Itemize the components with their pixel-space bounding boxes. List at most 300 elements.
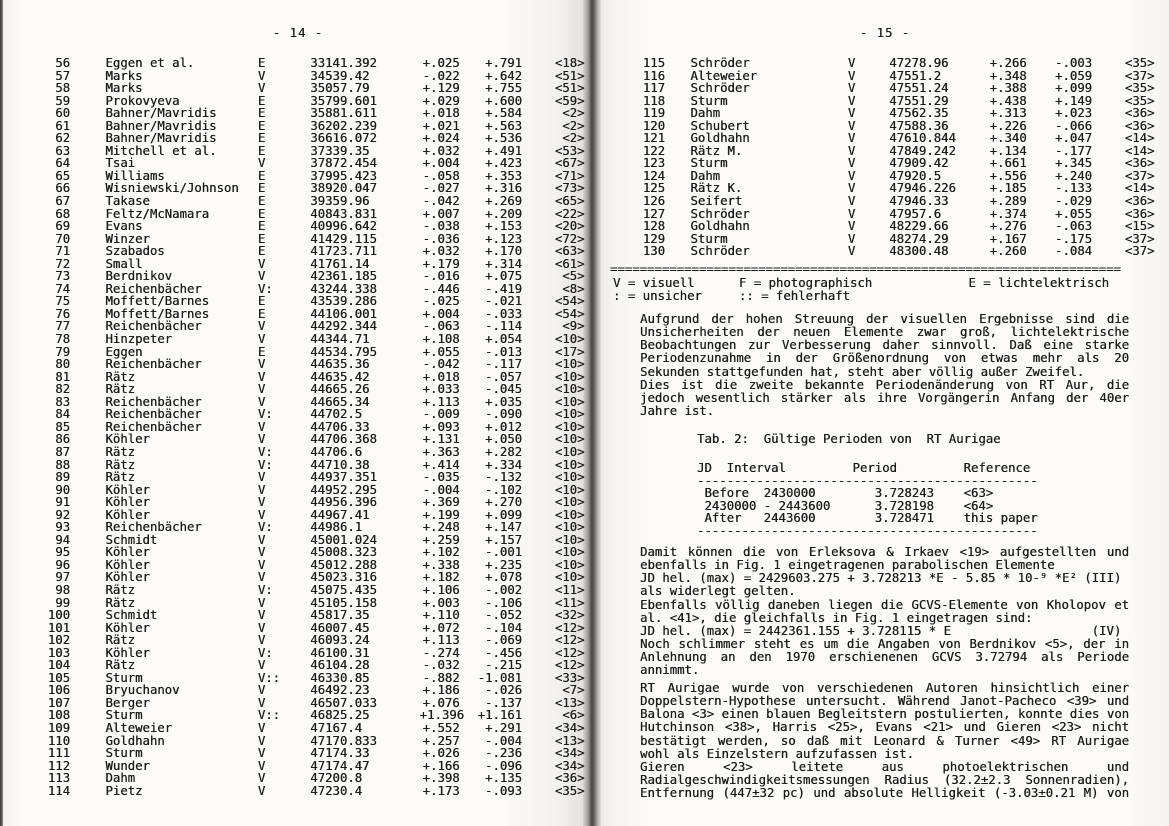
row-number: 111 [47,746,70,761]
row-oc-value-1: +.259 [422,532,460,547]
table-end-separator: ===================================================================== [610,262,1121,276]
row-oc-value-2: +.157 [485,532,523,547]
row-method-flag: V [257,319,266,334]
row-observer: Eggen [105,344,143,359]
table-row [8,408,584,421]
row-observer: Köhler [105,507,150,522]
row-jd: 37995.423 [310,168,377,183]
row-observer: Bahner/Mavridis [105,106,217,121]
row-method-flag: V:: [257,670,281,685]
row-method-flag: V [257,620,266,635]
row-number: 62 [55,131,70,146]
row-observer: Köhler [105,645,150,660]
row-oc-value-1: +.186 [422,683,460,698]
row-oc-value-2: -.104 [485,620,523,635]
paragraph-line: Ebenfalls völlig daneben liegen die GCVS-Elemente von Kholopov et [640,597,1129,612]
row-oc-value-2: +.235 [485,557,523,572]
row-observer: Köhler [105,570,150,585]
row-jd: 44106.001 [310,306,377,321]
row-number: 72 [55,256,70,271]
row-number: 58 [55,81,70,96]
row-number: 80 [55,357,70,372]
row-reference: <53> [554,143,585,158]
table-row [602,220,1154,233]
table-row [8,659,584,672]
row-reference: <10> [554,369,585,384]
paragraph-line: bestätigt werden, so daß mit Leonard & Turner <49> RT Aurigae [640,733,1129,748]
row-jd: 36616.072 [310,131,377,146]
row-number: 69 [55,219,70,234]
row-oc-value-1: +.248 [422,520,460,535]
row-method-flag: V [847,244,856,259]
row-reference: <12> [554,658,585,673]
row-observer: Reichenbächer [105,357,202,372]
row-number: 63 [55,143,70,158]
row-reference: <36> [1124,194,1155,209]
row-number: 127 [642,206,665,221]
scan-left-edge [0,0,3,826]
row-method-flag: V [847,131,856,146]
row-oc-value-1: -.042 [422,194,460,209]
row-number: 107 [47,695,70,710]
row-method-flag: E [257,131,266,146]
page-15-number: - 15 - [859,26,911,40]
table-row [8,446,584,459]
row-number: 68 [55,206,70,221]
paragraph-line: ebenfalls in Fig. 1 eingetragenen parabolischen Elemente [640,558,1055,573]
row-oc-value-2: -.003 [1055,56,1093,70]
row-observer: Rätz [105,470,136,485]
row-oc-value-1: +.338 [422,557,460,572]
row-number: 112 [47,758,70,773]
row-oc-value-1: -.009 [422,407,460,422]
row-oc-value-2: -.066 [1055,118,1093,133]
row-reference: <10> [554,432,585,447]
row-observer: Köhler [105,557,150,572]
row-number: 64 [55,156,70,171]
row-oc-value-2: +.023 [1055,106,1093,121]
row-oc-value-2: +.054 [485,332,523,347]
row-method-flag: V [257,733,266,748]
observations-table-page15 [602,57,1154,258]
row-reference: <54> [554,306,585,321]
table-row [8,383,584,396]
row-oc-value-1: +.072 [422,620,460,635]
row-reference: <34> [554,758,585,773]
row-method-flag: V [257,695,266,710]
row-oc-value-2: +.563 [485,118,523,133]
table-row [8,684,584,697]
row-method-flag: V [257,68,266,83]
row-jd: 45012.288 [310,557,377,572]
row-number: 122 [642,143,665,158]
row-jd: 46507.033 [310,695,377,710]
row-reference: <51> [554,68,585,83]
row-method-flag: V [847,168,856,183]
row-number: 113 [47,771,70,786]
row-jd: 45023.316 [310,570,377,585]
row-reference: <14> [1124,131,1155,146]
row-observer: Pietz [105,783,143,798]
table-row [8,584,584,597]
row-method-flag: V [257,608,266,623]
row-method-flag: V [257,482,266,497]
row-method-flag: V [257,394,266,409]
paragraph-line: Unsicherheiten der neuen Elemente zwar groß, lichtelektrische [640,325,1129,340]
row-jd: 46330.85 [310,670,370,685]
row-oc-value-2: -1.081 [477,670,523,685]
row-reference: <10> [554,557,585,572]
row-jd: 41761.14 [310,256,370,271]
row-reference: <10> [554,407,585,422]
row-oc-value-1: +.129 [422,81,460,96]
observations-table-page14 [8,57,584,797]
row-reference: <72> [554,231,585,246]
row-oc-value-2: +.059 [1055,68,1093,83]
row-observer: Köhler [105,545,150,560]
row-reference: <36> [1124,118,1155,133]
row-oc-value-1: -.036 [422,231,460,246]
row-reference: <10> [554,357,585,372]
row-oc-value-2: +.755 [485,81,523,96]
row-oc-value-1: -.027 [422,181,460,196]
row-oc-value-1: +.661 [989,156,1027,171]
row-observer: Rätz [105,457,136,472]
row-oc-value-2: +.055 [1055,206,1093,221]
row-reference: <10> [554,545,585,560]
row-method-flag: E [257,306,266,321]
row-jd: 46825.25 [310,708,370,723]
row-oc-value-1: +.388 [989,81,1027,96]
row-reference: <6> [562,708,585,723]
row-oc-value-1: +.289 [989,194,1027,209]
row-oc-value-2: +.149 [1055,93,1093,108]
row-method-flag: E [257,244,266,259]
row-number: 114 [47,783,70,798]
paragraph-line: Sekunden stattgefunden hat, steht aber völlig außer Zweifel. [640,364,1085,379]
row-oc-value-2: +.240 [1055,168,1093,183]
row-oc-value-2: +.491 [485,143,523,158]
row-oc-value-1: +.032 [422,143,460,158]
row-jd: 35057.79 [310,81,370,96]
row-observer: Schröder [690,244,750,259]
row-observer: Eggen et al. [105,56,195,70]
row-reference: <10> [554,482,585,497]
row-reference: <13> [554,695,585,710]
row-oc-value-2: -.084 [1055,244,1093,259]
row-jd: 47957.6 [889,206,942,221]
row-jd: 47230.4 [310,783,363,798]
row-oc-value-2: +.123 [485,231,523,246]
row-number: 115 [642,56,665,70]
row-number: 106 [47,683,70,698]
row-method-flag: E [257,143,266,158]
table-legend [613,277,1109,304]
row-oc-value-2: +.423 [485,156,523,171]
row-jd: 47610.844 [889,131,956,146]
row-reference: <36> [1124,206,1155,221]
table-row [8,57,584,70]
row-method-flag: V: [257,645,273,660]
row-observer: Reichenbächer [105,520,202,535]
row-jd: 47849.242 [889,143,956,158]
row-jd: 43244.338 [310,281,377,296]
row-oc-value-2: +.353 [485,168,523,183]
row-jd: 47920.5 [889,168,942,183]
row-oc-value-1: +.018 [422,106,460,121]
row-reference: <61> [554,256,585,271]
row-reference: <10> [554,470,585,485]
row-method-flag: V [257,720,266,735]
row-method-flag: V: [257,407,273,422]
row-oc-value-2: +.536 [485,131,523,146]
tab2-line: ---------------------------------------------- [697,473,1038,488]
row-observer: Bryuchanov [105,683,180,698]
row-reference: <37> [1124,168,1155,183]
row-method-flag: V [257,783,266,798]
row-method-flag: V: [257,457,273,472]
row-method-flag: E [257,294,266,309]
row-reference: <11> [554,582,585,597]
tab2-line: Before 2430000 3.728243 <63> [697,486,994,501]
row-observer: Köhler [105,495,150,510]
row-jd: 47170.833 [310,733,377,748]
row-number: 85 [55,419,70,434]
row-observer: Rätz [105,633,136,648]
table-row [602,107,1154,120]
row-method-flag: V [847,93,856,108]
row-number: 82 [55,382,70,397]
row-oc-value-2: -.021 [485,294,523,309]
row-number: 101 [47,620,70,635]
row-observer: Rätz [105,658,136,673]
row-jd: 38920.047 [310,181,377,196]
tab2-line: JD Interval Period Reference [697,461,1031,475]
paragraph-line: RT Aurigae wurde von verschiedenen Autoren hinsichtlich einer [640,681,1129,695]
table-row [8,609,584,622]
row-method-flag: V [257,771,266,786]
row-oc-value-2: -.002 [485,582,523,597]
row-oc-value-1: +.018 [422,369,460,384]
row-reference: <32> [554,608,585,623]
row-observer: Marks [105,68,143,83]
row-oc-value-1: -.274 [422,645,460,660]
row-oc-value-2: -.045 [485,382,523,397]
row-observer: Berdnikov [105,269,173,284]
row-observer: Rätz [105,369,136,384]
row-number: 100 [47,608,70,623]
row-observer: Sturm [690,156,728,171]
row-oc-value-2: +1.161 [477,708,523,723]
row-reference: <10> [554,394,585,409]
page-gutter-shadow [583,0,601,826]
row-oc-value-1: +.004 [422,156,460,171]
row-oc-value-2: +.153 [485,219,523,234]
row-number: 61 [55,118,70,133]
row-observer: Winzer [105,231,150,246]
row-oc-value-1: +.398 [422,771,460,786]
row-oc-value-2: +.282 [485,444,523,459]
row-method-flag: V: [257,281,273,296]
row-oc-value-1: +.369 [422,495,460,510]
row-reference: <12> [554,645,585,660]
row-jd: 44702.5 [310,407,363,422]
row-jd: 47551.29 [889,93,949,108]
row-number: 84 [55,407,70,422]
row-observer: Alteweier [690,68,758,83]
row-jd: 39359.96 [310,194,370,209]
row-oc-value-2: +.078 [485,570,523,585]
row-number: 110 [47,733,70,748]
row-oc-value-2: +.291 [485,720,523,735]
row-oc-value-2: +.099 [485,507,523,522]
row-method-flag: V [257,746,266,761]
row-oc-value-2: +.345 [1055,156,1093,171]
row-oc-value-1: +.414 [422,457,460,472]
row-method-flag: V [847,219,856,234]
row-jd: 47278.96 [889,56,949,70]
row-method-flag: V [257,332,266,347]
row-number: 118 [642,93,665,108]
row-number: 83 [55,394,70,409]
row-reference: <7> [562,683,585,698]
row-oc-value-2: +.147 [485,520,523,535]
row-jd: 35881.611 [310,106,377,121]
paragraph-line: annimmt. [640,663,700,678]
row-oc-value-1: +.076 [422,695,460,710]
row-jd: 44986.1 [310,520,363,535]
paragraph-line: Noch schlimmer steht es um die Angaben von Berdnikov <5>, der in [640,636,1129,651]
row-reference: <71> [554,168,585,183]
table-row [8,245,584,258]
table-row [8,82,584,95]
row-method-flag: V:: [257,708,281,723]
row-observer: Rätz K. [690,181,743,196]
row-oc-value-1: -.063 [422,319,460,334]
row-number: 97 [55,570,70,585]
row-oc-value-2: -.069 [485,633,523,648]
row-oc-value-1: +.257 [422,733,460,748]
paragraph-line: Balona <3> einen blauen Begleitstern postulierten, konnte dies von [640,707,1129,722]
row-reference: <54> [554,294,585,309]
row-oc-value-2: +.642 [485,68,523,83]
row-observer: Dahm [690,106,721,121]
row-reference: <10> [554,570,585,585]
row-reference: <37> [1124,244,1155,259]
legend-line: V = visuell F = photographisch E = lichtelektrisch [613,276,1110,290]
paragraph-period-change [640,313,1129,418]
row-jd: 46104.28 [310,658,370,673]
row-reference: <34> [554,746,585,761]
row-oc-value-2: -.033 [485,306,523,321]
row-method-flag: E [257,206,266,221]
row-oc-value-2: -.236 [485,746,523,761]
row-jd: 48229.66 [889,219,949,234]
paragraph-line: Radialgeschwindigkeitsmessungen Radius (32.2±2.3 Sonnenradien), [640,772,1129,787]
table-row [8,747,584,760]
row-reference: <9> [562,319,585,334]
row-number: 65 [55,168,70,183]
row-reference: <10> [554,419,585,434]
row-observer: Dahm [690,168,721,183]
row-reference: <22> [554,206,585,221]
row-reference: <36> [554,771,585,786]
row-reference: <36> [1124,156,1155,171]
table-row [8,220,584,233]
row-number: 94 [55,532,70,547]
row-number: 75 [55,294,70,309]
row-number: 120 [642,118,665,133]
paragraph-line: als widerlegt gelten. [640,584,796,599]
row-observer: Szabados [105,244,165,259]
row-number: 103 [47,645,70,660]
row-observer: Berger [105,695,150,710]
row-observer: Rätz [105,444,136,459]
row-observer: Mitchell et al. [105,143,217,158]
row-oc-value-1: +.032 [422,244,460,259]
tab2-title: Tab. 2: Gültige Perioden von RT Aurigae [697,432,1001,446]
row-oc-value-2: -.096 [485,758,523,773]
row-number: 126 [642,194,665,209]
row-method-flag: V: [257,444,273,459]
row-reference: <17> [554,344,585,359]
row-number: 87 [55,444,70,459]
row-oc-value-1: +.004 [422,306,460,321]
row-jd: 44665.26 [310,382,370,397]
row-number: 102 [47,633,70,648]
row-oc-value-1: +.173 [422,783,460,798]
row-reference: <59> [554,93,585,108]
row-jd: 47551.2 [889,68,942,83]
row-method-flag: V [847,181,856,196]
table-row [602,82,1154,95]
row-number: 56 [55,56,70,70]
row-observer: Marks [105,81,143,96]
row-oc-value-1: +.110 [422,608,460,623]
row-reference: <2> [562,118,585,133]
row-method-flag: V [847,68,856,83]
row-oc-value-1: +.106 [422,582,460,597]
row-jd: 41723.711 [310,244,377,259]
table-row [8,496,584,509]
table-row [8,785,584,798]
row-reference: <51> [554,81,585,96]
row-jd: 45001.024 [310,532,377,547]
row-reference: <35> [1124,81,1155,96]
row-jd: 47588.36 [889,118,949,133]
row-method-flag: V [257,658,266,673]
row-observer: Schröder [690,206,750,221]
row-method-flag: V [257,595,266,610]
row-observer: Reichenbächer [105,319,202,334]
row-observer: Sturm [105,708,143,723]
row-number: 105 [47,670,70,685]
tab2-periods-table [697,462,1038,538]
table-row [8,722,584,735]
table-row [602,132,1154,145]
row-oc-value-1: +.185 [989,181,1027,196]
table-row [602,195,1154,208]
row-method-flag: V [257,369,266,384]
row-oc-value-2: +.075 [485,269,523,284]
row-observer: Alteweier [105,720,173,735]
table-row [602,57,1154,70]
row-oc-value-1: +.021 [422,118,460,133]
row-method-flag: V [257,507,266,522]
row-oc-value-1: +.029 [422,93,460,108]
row-number: 108 [47,708,70,723]
row-observer: Bahner/Mavridis [105,131,217,146]
